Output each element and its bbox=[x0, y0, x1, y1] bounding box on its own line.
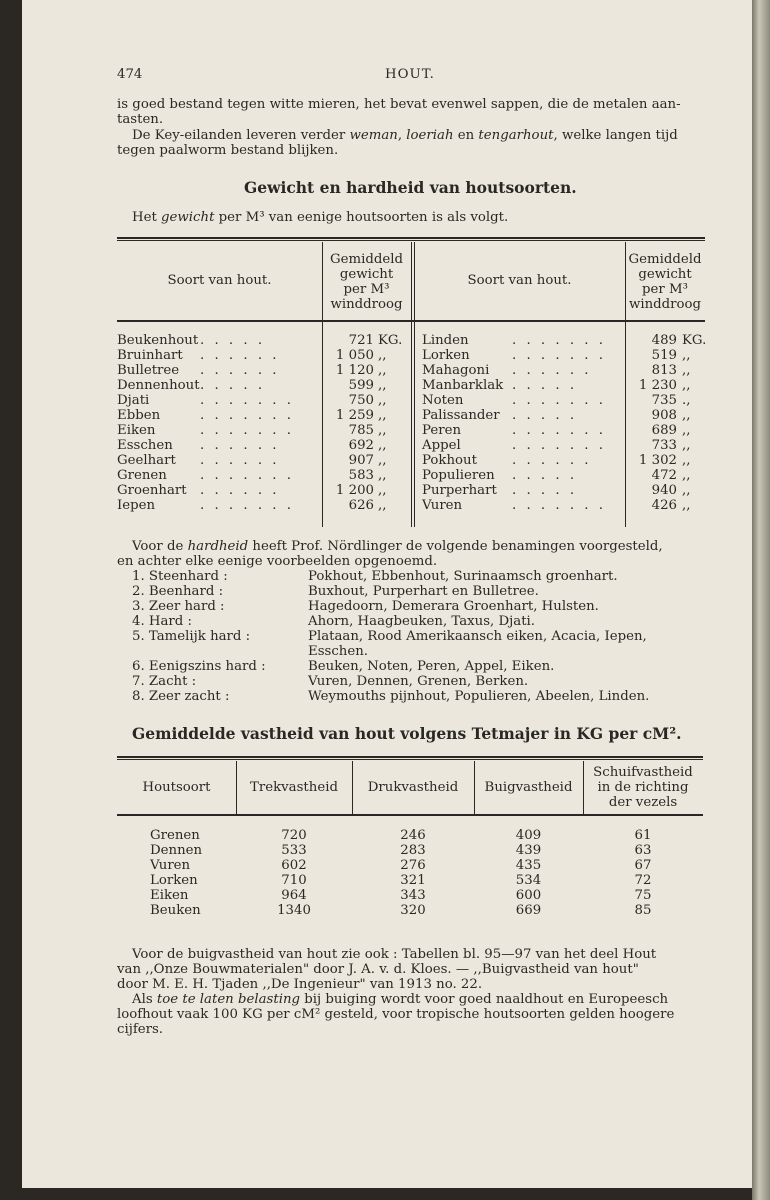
t1-right-dots: . . . . . . . bbox=[512, 348, 606, 363]
t1-left-unit: ,, bbox=[378, 363, 387, 378]
t2-header-buig: Buigvastheid bbox=[484, 780, 573, 795]
t1-right-name: Peren bbox=[422, 423, 462, 438]
footer-line-2: van ,,Onze Bouwmaterialen" door J. A. v. d. Kloes. — ,,Buigvastheid van hout" bbox=[117, 962, 639, 977]
t2-cell-value: 602 bbox=[281, 858, 307, 873]
t1-left-dots: . . . . . . bbox=[200, 483, 280, 498]
t2-cell-value: 409 bbox=[515, 828, 542, 843]
t1-right-value: 489 bbox=[651, 333, 677, 348]
t1-left-unit: ,, bbox=[378, 468, 387, 483]
t1-left-unit: ,, bbox=[378, 438, 387, 453]
t1-left-dots: . . . . . . bbox=[200, 363, 280, 378]
t1-left-value: 583 bbox=[348, 468, 374, 483]
hardness-intro-2: en achter elke eenige voorbeelden opgenoemd. bbox=[117, 554, 438, 569]
t1-right-dots: . . . . . bbox=[512, 468, 578, 483]
section1-intro: Het gewicht per M³ van eenige houtsoorten is als volgt. bbox=[132, 210, 509, 225]
t1-right-name: Pokhout bbox=[422, 453, 477, 468]
t1-left-dots: . . . . . . . bbox=[200, 393, 294, 408]
hardness-examples: Weymouths pijnhout, Populieren, Abeelen, Linden. bbox=[308, 689, 650, 704]
t1-right-value: 689 bbox=[651, 423, 677, 438]
t1-left-value: 626 bbox=[348, 498, 374, 513]
t1-left-name: Grenen bbox=[117, 468, 167, 483]
t1-right-value: 908 bbox=[651, 408, 677, 423]
t1-left-value: 1 259 bbox=[335, 408, 374, 423]
t1-right-name: Populieren bbox=[422, 468, 495, 483]
t2-cell-value: 321 bbox=[400, 873, 426, 888]
t2-header-houtsoort: Houtsoort bbox=[142, 780, 211, 795]
hardness-label: 8. Zeer zacht : bbox=[132, 689, 230, 704]
t1-left-name: Groenhart bbox=[117, 483, 187, 498]
running-header: HOUT. bbox=[385, 67, 435, 82]
t1-right-unit: ., bbox=[682, 393, 691, 408]
t1-left-unit: ,, bbox=[378, 483, 387, 498]
t1-left-dots: . . . . . . bbox=[200, 438, 280, 453]
t1-left-unit: KG. bbox=[378, 333, 403, 348]
book-page bbox=[22, 0, 752, 1188]
t1-left-dots: . . . . . bbox=[200, 378, 266, 393]
section-title-strength: Gemiddelde vastheid van hout volgens Tetmajer in KG per cM². bbox=[132, 724, 682, 743]
t1-right-value: 735 bbox=[651, 393, 677, 408]
t2-cell-value: 534 bbox=[515, 873, 542, 888]
t1-right-dots: . . . . . . . bbox=[512, 438, 606, 453]
t1-right-unit: ,, bbox=[682, 363, 691, 378]
t1-right-value: 426 bbox=[651, 498, 677, 513]
footer-line-6: cijfers. bbox=[117, 1022, 164, 1037]
t1-right-name: Appel bbox=[422, 438, 461, 453]
t1-left-unit: ,, bbox=[378, 453, 387, 468]
t1-left-value: 1 120 bbox=[335, 363, 374, 378]
t2-header-schuif: Schuifvastheid in de richting der vezels bbox=[593, 765, 693, 810]
t2-cell-value: 320 bbox=[400, 903, 426, 918]
t2-cell-value: 435 bbox=[515, 858, 542, 873]
t2-cell-value: 283 bbox=[400, 843, 426, 858]
t1-right-value: 472 bbox=[651, 468, 677, 483]
t1-left-dots: . . . . . . bbox=[200, 348, 280, 363]
t2-cell-value: 720 bbox=[281, 828, 307, 843]
t2-cell-value: 710 bbox=[281, 873, 307, 888]
t1-left-dots: . . . . . . bbox=[200, 453, 280, 468]
footer-line-1: Voor de buigvastheid van hout zie ook : Tabellen bl. 95—97 van het deel Hout bbox=[132, 947, 657, 962]
hardness-label: 3. Zeer hard : bbox=[132, 599, 225, 614]
hardness-examples: Ahorn, Haagbeuken, Taxus, Djati. bbox=[308, 614, 536, 629]
t1-right-unit: KG. bbox=[682, 333, 707, 348]
intro-line-2: tasten. bbox=[117, 112, 164, 127]
hardness-intro-1: Voor de hardheid heeft Prof. Nördlinger de volgende benamingen voorgesteld, bbox=[132, 539, 663, 554]
t1-left-name: Djati bbox=[117, 393, 150, 408]
t1-left-value: 599 bbox=[348, 378, 374, 393]
t1-right-dots: . . . . . . bbox=[512, 453, 592, 468]
t1-right-value: 1 302 bbox=[638, 453, 677, 468]
hardness-examples: Plataan, Rood Amerikaansch eiken, Acacia, Iepen, bbox=[308, 629, 647, 644]
t1-left-dots: . . . . . . . bbox=[200, 468, 294, 483]
t2-cell-value: 600 bbox=[515, 888, 542, 903]
t1-left-name: Iepen bbox=[117, 498, 156, 513]
t1-right-value: 733 bbox=[651, 438, 677, 453]
t1-left-unit: ,, bbox=[378, 498, 387, 513]
hardness-label: 7. Zacht : bbox=[132, 674, 197, 689]
t1-right-name: Manbarklak bbox=[422, 378, 504, 393]
t1-left-dots: . . . . . bbox=[200, 333, 266, 348]
intro-line-4: tegen paalworm bestand blijken. bbox=[117, 143, 339, 158]
hardness-examples: Hagedoorn, Demerara Groenhart, Hulsten. bbox=[308, 599, 599, 614]
t1-right-unit: ,, bbox=[682, 438, 691, 453]
t2-cell-value: 343 bbox=[400, 888, 426, 903]
hardness-label: 4. Hard : bbox=[132, 614, 193, 629]
book-spine bbox=[752, 0, 770, 1200]
t2-cell-value: 964 bbox=[281, 888, 307, 903]
hardness-examples: Beuken, Noten, Peren, Appel, Eiken. bbox=[308, 659, 555, 674]
hardness-examples: Buxhout, Purperhart en Bulletree. bbox=[308, 584, 539, 599]
t1-left-name: Geelhart bbox=[117, 453, 176, 468]
t1-right-name: Purperhart bbox=[422, 483, 497, 498]
t2-cell-wood: Grenen bbox=[150, 828, 200, 843]
t1-right-dots: . . . . . . . bbox=[512, 423, 606, 438]
t1-left-dots: . . . . . . . bbox=[200, 423, 294, 438]
t1-left-value: 721 bbox=[348, 333, 374, 348]
t1-left-dots: . . . . . . . bbox=[200, 408, 294, 423]
t1-right-dots: . . . . . . . bbox=[512, 393, 606, 408]
t1-col-header-gewicht-right: Gemiddeld gewicht per M³ winddroog bbox=[628, 252, 702, 312]
hardness-label: 2. Beenhard : bbox=[132, 584, 224, 599]
section-title-weight: Gewicht en hardheid van houtsoorten. bbox=[244, 178, 577, 197]
t2-header-druk: Drukvastheid bbox=[367, 780, 459, 795]
t1-left-value: 750 bbox=[348, 393, 374, 408]
t1-left-name: Ebben bbox=[117, 408, 161, 423]
t1-right-dots: . . . . . bbox=[512, 378, 578, 393]
t2-cell-value: 246 bbox=[400, 828, 426, 843]
t2-cell-value: 75 bbox=[634, 888, 652, 903]
t2-cell-value: 439 bbox=[515, 843, 542, 858]
t1-right-name: Noten bbox=[422, 393, 464, 408]
t1-right-dots: . . . . . . . bbox=[512, 498, 606, 513]
t1-right-unit: ,, bbox=[682, 483, 691, 498]
t1-left-name: Bulletree bbox=[117, 363, 180, 378]
t2-cell-value: 276 bbox=[400, 858, 426, 873]
t1-left-unit: ,, bbox=[378, 423, 387, 438]
t1-right-value: 519 bbox=[651, 348, 677, 363]
t1-right-dots: . . . . . . . bbox=[512, 333, 606, 348]
t1-right-dots: . . . . . . bbox=[512, 363, 592, 378]
t1-right-unit: ,, bbox=[682, 498, 691, 513]
footer-line-4: Als toe te laten belasting bij buiging wordt voor goed naaldhout en Europeesch bbox=[132, 992, 669, 1007]
t1-left-name: Esschen bbox=[117, 438, 173, 453]
t1-left-dots: . . . . . . . bbox=[200, 498, 294, 513]
t1-left-unit: ,, bbox=[378, 378, 387, 393]
hardness-examples: Vuren, Dennen, Grenen, Berken. bbox=[308, 674, 529, 689]
t1-right-name: Lorken bbox=[422, 348, 470, 363]
t2-cell-value: 63 bbox=[634, 843, 652, 858]
t2-cell-value: 533 bbox=[281, 843, 307, 858]
t1-left-value: 692 bbox=[348, 438, 374, 453]
intro-line-1: is goed bestand tegen witte mieren, het bevat evenwel sappen, die de metalen aan- bbox=[117, 97, 681, 112]
t1-col-header-gewicht-left: Gemiddeld gewicht per M³ winddroog bbox=[329, 252, 403, 312]
t2-cell-value: 85 bbox=[634, 903, 652, 918]
t1-right-value: 940 bbox=[651, 483, 677, 498]
t1-right-value: 813 bbox=[651, 363, 677, 378]
t1-left-value: 1 200 bbox=[335, 483, 374, 498]
t1-right-name: Palissander bbox=[422, 408, 500, 423]
intro-line-3: De Key-eilanden leveren verder weman, loeriah en tengarhout, welke langen tijd bbox=[132, 128, 678, 143]
t1-right-dots: . . . . . bbox=[512, 408, 578, 423]
t2-cell-wood: Vuren bbox=[150, 858, 191, 873]
t1-right-unit: ,, bbox=[682, 378, 691, 393]
t2-cell-value: 1340 bbox=[277, 903, 311, 918]
t1-right-unit: ,, bbox=[682, 423, 691, 438]
page-number: 474 bbox=[117, 67, 143, 82]
t1-right-name: Linden bbox=[422, 333, 469, 348]
footer-line-5: loofhout vaak 100 KG per cM² gesteld, voor tropische houtsoorten gelden hoogere bbox=[117, 1007, 675, 1022]
t2-cell-wood: Eiken bbox=[150, 888, 189, 903]
t1-left-unit: ,, bbox=[378, 393, 387, 408]
t2-header-trek: Trekvastheid bbox=[250, 780, 338, 795]
t1-right-name: Mahagoni bbox=[422, 363, 490, 378]
footer-line-3: door M. E. H. Tjaden ,,De Ingenieur" van 1913 no. 22. bbox=[117, 977, 483, 992]
t1-left-value: 785 bbox=[348, 423, 374, 438]
t1-left-name: Beukenhout bbox=[117, 333, 199, 348]
t2-cell-value: 72 bbox=[634, 873, 652, 888]
t2-cell-wood: Dennen bbox=[150, 843, 203, 858]
t1-right-unit: ,, bbox=[682, 468, 691, 483]
hardness-label: 5. Tamelijk hard : bbox=[132, 629, 251, 644]
t1-left-name: Eiken bbox=[117, 423, 156, 438]
t1-col-header-soort-right: Soort van hout. bbox=[467, 273, 572, 288]
t2-cell-value: 67 bbox=[634, 858, 652, 873]
t1-left-unit: ,, bbox=[378, 348, 387, 363]
t1-right-unit: ,, bbox=[682, 453, 691, 468]
hardness-examples: Pokhout, Ebbenhout, Surinaamsch groenhart. bbox=[308, 569, 618, 584]
t1-left-unit: ,, bbox=[378, 408, 387, 423]
t2-cell-value: 61 bbox=[634, 828, 652, 843]
t2-cell-value: 669 bbox=[515, 903, 542, 918]
t1-right-dots: . . . . . bbox=[512, 483, 578, 498]
t1-right-unit: ,, bbox=[682, 348, 691, 363]
t2-cell-wood: Beuken bbox=[150, 903, 201, 918]
hardness-label: 1. Steenhard : bbox=[132, 569, 228, 584]
t1-right-value: 1 230 bbox=[638, 378, 677, 393]
t2-cell-wood: Lorken bbox=[150, 873, 198, 888]
hardness-examples: Esschen. bbox=[308, 644, 369, 659]
t1-right-name: Vuren bbox=[422, 498, 463, 513]
hardness-label: 6. Eenigszins hard : bbox=[132, 659, 266, 674]
t1-left-name: Bruinhart bbox=[117, 348, 183, 363]
t1-col-header-soort-left: Soort van hout. bbox=[167, 273, 272, 288]
t1-right-unit: ,, bbox=[682, 408, 691, 423]
t1-left-value: 907 bbox=[348, 453, 374, 468]
t1-left-name: Dennenhout bbox=[117, 378, 200, 393]
t1-left-value: 1 050 bbox=[335, 348, 374, 363]
